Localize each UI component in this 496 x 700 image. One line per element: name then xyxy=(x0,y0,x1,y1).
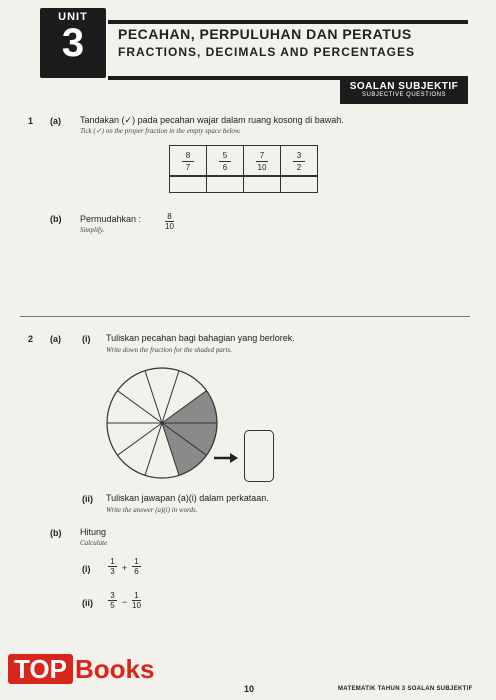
q1b-fraction: 8 10 xyxy=(165,212,174,231)
fraction-cell: 8 7 xyxy=(169,145,207,177)
q1b-text-english: Simplify. xyxy=(80,226,105,234)
section-divider xyxy=(20,316,470,317)
logo-top: TOP xyxy=(8,654,73,684)
q1-number: 1 xyxy=(28,116,34,126)
q2aii-label: (ii) xyxy=(82,494,93,504)
q2b-text-malay: Hitung xyxy=(80,527,107,537)
q2a-label: (a) xyxy=(50,334,61,344)
unit-number: 3 xyxy=(61,21,85,65)
q2aii-text-malay: Tuliskan jawapan (a)(i) dalam perkataan. xyxy=(106,493,269,503)
fraction-cell: 5 6 xyxy=(206,145,244,177)
tick-box[interactable] xyxy=(169,175,207,193)
q2bi-fraction-1: 1 3 xyxy=(108,557,117,576)
watermark-logo xyxy=(8,654,154,685)
section-tag-english: SUBJECTIVE QUESTIONS xyxy=(361,92,446,98)
q2bii-fraction-2: 1 10 xyxy=(132,591,141,610)
q2bii-operator: − xyxy=(122,597,128,607)
arrow-right-icon xyxy=(214,453,238,463)
title-english: FRACTIONS, DECIMALS AND PERCENTAGES xyxy=(118,45,416,59)
q1a-label: (a) xyxy=(50,116,61,126)
q2bii-label: (ii) xyxy=(82,598,93,608)
tick-box[interactable] xyxy=(280,175,318,193)
unit-badge xyxy=(40,8,106,78)
q1b-text-malay: Permudahkan : xyxy=(80,214,142,224)
q2bii-fraction-1: 3 5 xyxy=(108,591,117,610)
unit-label: UNIT xyxy=(58,11,88,23)
q2bi-fraction-2: 1 6 xyxy=(132,557,141,576)
section-tag-malay: SOALAN SUBJEKTIF xyxy=(349,81,459,92)
q2ai-label: (i) xyxy=(82,334,91,344)
tick-box[interactable] xyxy=(243,175,281,193)
fraction-cell: 7 10 xyxy=(243,145,281,177)
q2aii-text-english: Write the answer (a)(i) in words. xyxy=(106,506,198,514)
q2b-label: (b) xyxy=(50,528,62,538)
series-title: MATEMATIK TAHUN 3 SOALAN SUBJEKTIF xyxy=(338,686,473,692)
q1b-label: (b) xyxy=(50,214,62,224)
answer-box[interactable] xyxy=(244,430,274,482)
q2ai-text-malay: Tuliskan pecahan bagi bahagian yang berlorek. xyxy=(106,333,295,343)
tick-box[interactable] xyxy=(206,175,244,193)
q2-number: 2 xyxy=(28,334,34,344)
title-malay: PECAHAN, PERPULUHAN DAN PERATUS xyxy=(118,26,412,42)
tick-answer-row xyxy=(170,176,318,193)
fraction-table xyxy=(170,145,318,177)
q2b-text-english: Calculate xyxy=(80,539,108,547)
logo-books: Books xyxy=(74,654,155,684)
q1a-text-english: Tick (✓) on the proper fraction in the empty space below. xyxy=(80,127,241,135)
fraction-cell: 3 2 xyxy=(280,145,318,177)
page-number: 10 xyxy=(244,684,255,694)
section-tag xyxy=(340,80,468,104)
q1a-text-malay: Tandakan (✓) pada pecahan wajar dalam ruang kosong di bawah. xyxy=(80,115,344,125)
q2ai-text-english: Write down the fraction for the shaded parts. xyxy=(106,346,232,354)
q2bi-label: (i) xyxy=(82,564,91,574)
q2bi-operator: + xyxy=(122,563,128,573)
shaded-sector xyxy=(162,391,217,423)
